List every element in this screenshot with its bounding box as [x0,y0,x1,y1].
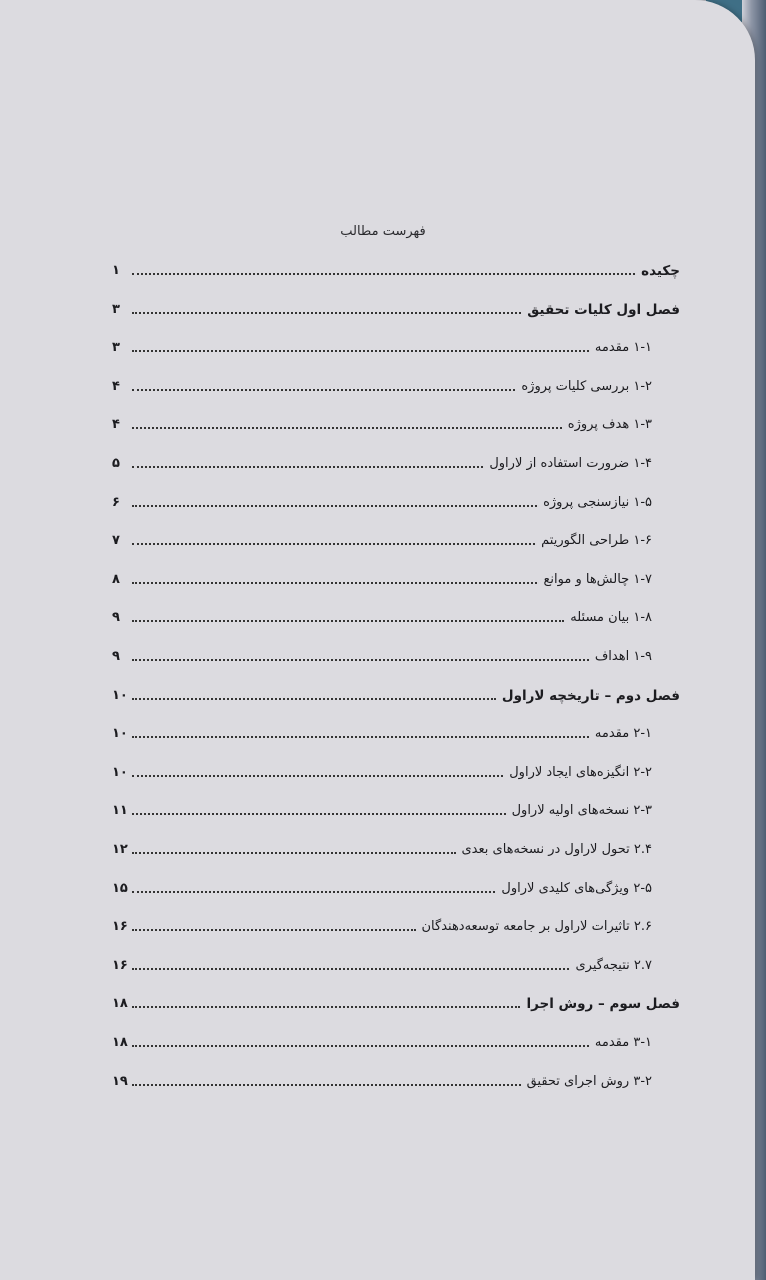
dot-leader [132,736,589,738]
toc-entry-page-number: ۱ [112,263,120,278]
toc-entry [112,291,680,319]
toc-entry-label: چکیده [641,263,680,279]
toc-entry [112,445,652,473]
toc-entry-page-number: ۱۹ [112,1074,128,1089]
toc-entry [112,561,652,589]
toc-entry [112,406,652,434]
toc-entry [112,599,652,627]
page-title: فهرست مطالب [340,224,426,239]
dot-leader [132,312,521,314]
toc-entry-page-number: ۱۱ [112,803,128,818]
toc-entry-label: ۲-۳ نسخه‌های اولیه لاراول [511,803,652,818]
toc-entry [112,792,652,820]
toc-entry-label: ۱-۹ اهداف [594,649,652,664]
toc-entry-label: فصل دوم – تاریخچه لاراول [501,688,680,704]
toc-entry-label: ۱-۷ چالش‌ها و موانع [543,572,652,587]
dot-leader [132,1084,521,1086]
toc-entry-label: ۱-۸ بیان مسئله [570,610,652,625]
toc-entry-page-number: ۱۰ [112,726,128,741]
toc-entry-page-number: ۷ [112,533,120,548]
dot-leader [132,582,537,584]
toc-entry [112,329,652,357]
toc-entry-page-number: ۸ [112,572,120,587]
toc-entry [112,754,652,782]
toc-entry-page-number: ۶ [112,495,120,510]
toc-entry [112,368,652,396]
toc-entry [112,1063,652,1091]
toc-entry [112,677,680,705]
toc-entry-page-number: ۴ [112,417,120,432]
toc-entry-page-number: ۳ [112,340,120,355]
dot-leader [132,389,515,391]
toc-entry-label: ۲.۴ تحول لاراول در نسخه‌های بعدی [461,842,652,857]
toc-entry-label: ۱-۳ هدف پروژه [567,417,652,432]
toc-entry-page-number: ۹ [112,610,120,625]
dot-leader [132,505,537,507]
dot-leader [132,813,506,815]
toc-entry-page-number: ۱۵ [112,881,128,896]
toc-entry-label: ۲-۲ انگیزه‌های ایجاد لاراول [509,765,652,780]
dot-leader [132,1006,520,1008]
dot-leader [132,852,456,854]
dot-leader [132,543,535,545]
toc-entry [112,522,652,550]
toc-entry-label: ۲.۷ نتیجه‌گیری [575,958,652,973]
toc-entry-label: ۱-۱ مقدمه [594,340,652,355]
toc-entry-page-number: ۱۶ [112,958,128,973]
toc-entry-label: ۲-۱ مقدمه [594,726,652,741]
toc-entry [112,947,652,975]
toc-entry [112,715,652,743]
toc-entry [112,831,652,859]
toc-entry-page-number: ۱۰ [112,688,128,703]
dot-leader [132,1045,589,1047]
dot-leader [132,350,589,352]
toc-entry-page-number: ۱۲ [112,842,128,857]
toc-entry-label: ۱-۵ نیازسنجی پروژه [543,495,652,510]
dot-leader [132,273,635,275]
toc-entry [112,985,680,1013]
toc-entry-page-number: ۳ [112,302,120,317]
toc-entry-label: فصل اول کلیات تحقیق [527,302,680,318]
dot-leader [132,659,589,661]
dot-leader [132,698,496,700]
toc-entry [112,252,680,280]
dot-leader [132,929,416,931]
toc-entry-label: ۱-۶ طراحی الگوریتم [541,533,652,548]
toc-entry [112,908,652,936]
dot-leader [132,775,503,777]
toc-entry-page-number: ۵ [112,456,120,471]
dot-leader [132,968,569,970]
toc-entry-label: ۲.۶ تاثیرات لاراول بر جامعه توسعه‌دهندگان [421,919,652,934]
toc-entry-label: ۱-۲ بررسی کلیات پروژه [521,379,652,394]
toc-entry [112,484,652,512]
toc-entry-label: فصل سوم – روش اجرا [526,996,680,1012]
toc-entry-page-number: ۱۸ [112,996,128,1011]
toc-entry-label: ۲-۵ ویژگی‌های کلیدی لاراول [501,881,652,896]
toc-entry-label: ۳-۱ مقدمه [594,1035,652,1050]
dot-leader [132,466,483,468]
toc-entry-label: ۱-۴ ضرورت استفاده از لاراول [489,456,652,471]
toc-entry [112,1024,652,1052]
toc-entry-label: ۳-۲ روش اجرای تحقیق [526,1074,652,1089]
toc-entry [112,638,652,666]
toc-entry-page-number: ۴ [112,379,120,394]
dot-leader [132,427,562,429]
dot-leader [132,891,495,893]
toc-entry-page-number: ۱۸ [112,1035,128,1050]
toc-entry-page-number: ۱۰ [112,765,128,780]
toc-entry [112,870,652,898]
dot-leader [132,620,564,622]
toc-entry-page-number: ۹ [112,649,120,664]
toc-entry-page-number: ۱۶ [112,919,128,934]
